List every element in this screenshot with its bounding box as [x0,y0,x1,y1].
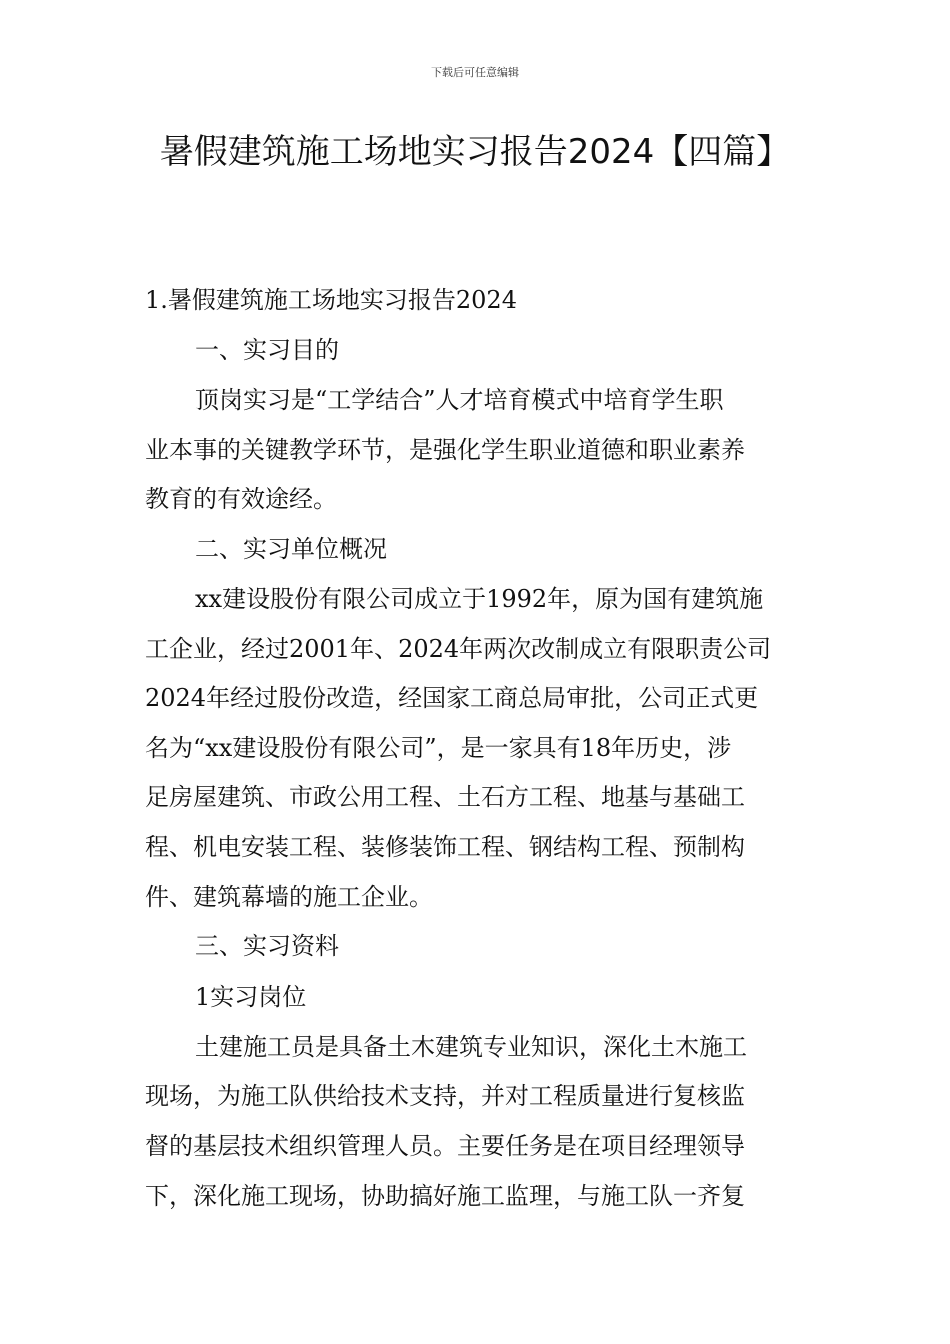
document-title: 暑假建筑施工场地实习报告2024【四篇】 [159,132,791,172]
paragraph-line: 督的基层技术组织管理人员。主要任务是在项目经理领导 [145,1132,745,1160]
paragraph-line: 名为“xx建设股份有限公司”，是一家具有18年历史，涉 [145,734,732,762]
section-heading: 1.暑假建筑施工场地实习报告2024 [145,286,517,314]
subheading: 二、实习单位概况 [195,535,387,563]
subheading: 1实习岗位 [195,983,307,1011]
paragraph-line: 现场，为施工队供给技术支持，并对工程质量进行复核监 [145,1082,745,1110]
subheading: 三、实习资料 [195,932,339,960]
paragraph-line: 工企业，经过2001年、2024年两次改制成立有限职责公司 [145,635,772,663]
paragraph-line: 土建施工员是具备土木建筑专业知识，深化土木施工 [195,1033,747,1061]
paragraph-line: 教育的有效途经。 [145,485,337,513]
paragraph-line: 下，深化施工现场，协助搞好施工监理，与施工队一齐复 [145,1182,745,1210]
subheading: 一、实习目的 [195,336,339,364]
paragraph-line: 程、机电安装工程、装修装饰工程、钢结构工程、预制构 [145,833,745,861]
paragraph-line: 2024年经过股份改造，经国家工商总局审批，公司正式更 [145,684,759,712]
paragraph-line: 业本事的关键教学环节，是强化学生职业道德和职业素养 [145,436,745,464]
download-note: 下载后可任意编辑 [431,66,519,79]
paragraph-line: 顶岗实习是“工学结合”人才培育模式中培育学生职 [195,386,724,414]
paragraph-line: xx建设股份有限公司成立于1992年，原为国有建筑施 [195,585,764,613]
paragraph-line: 足房屋建筑、市政公用工程、土石方工程、地基与基础工 [145,783,745,811]
paragraph-line: 件、建筑幕墙的施工企业。 [145,883,433,911]
